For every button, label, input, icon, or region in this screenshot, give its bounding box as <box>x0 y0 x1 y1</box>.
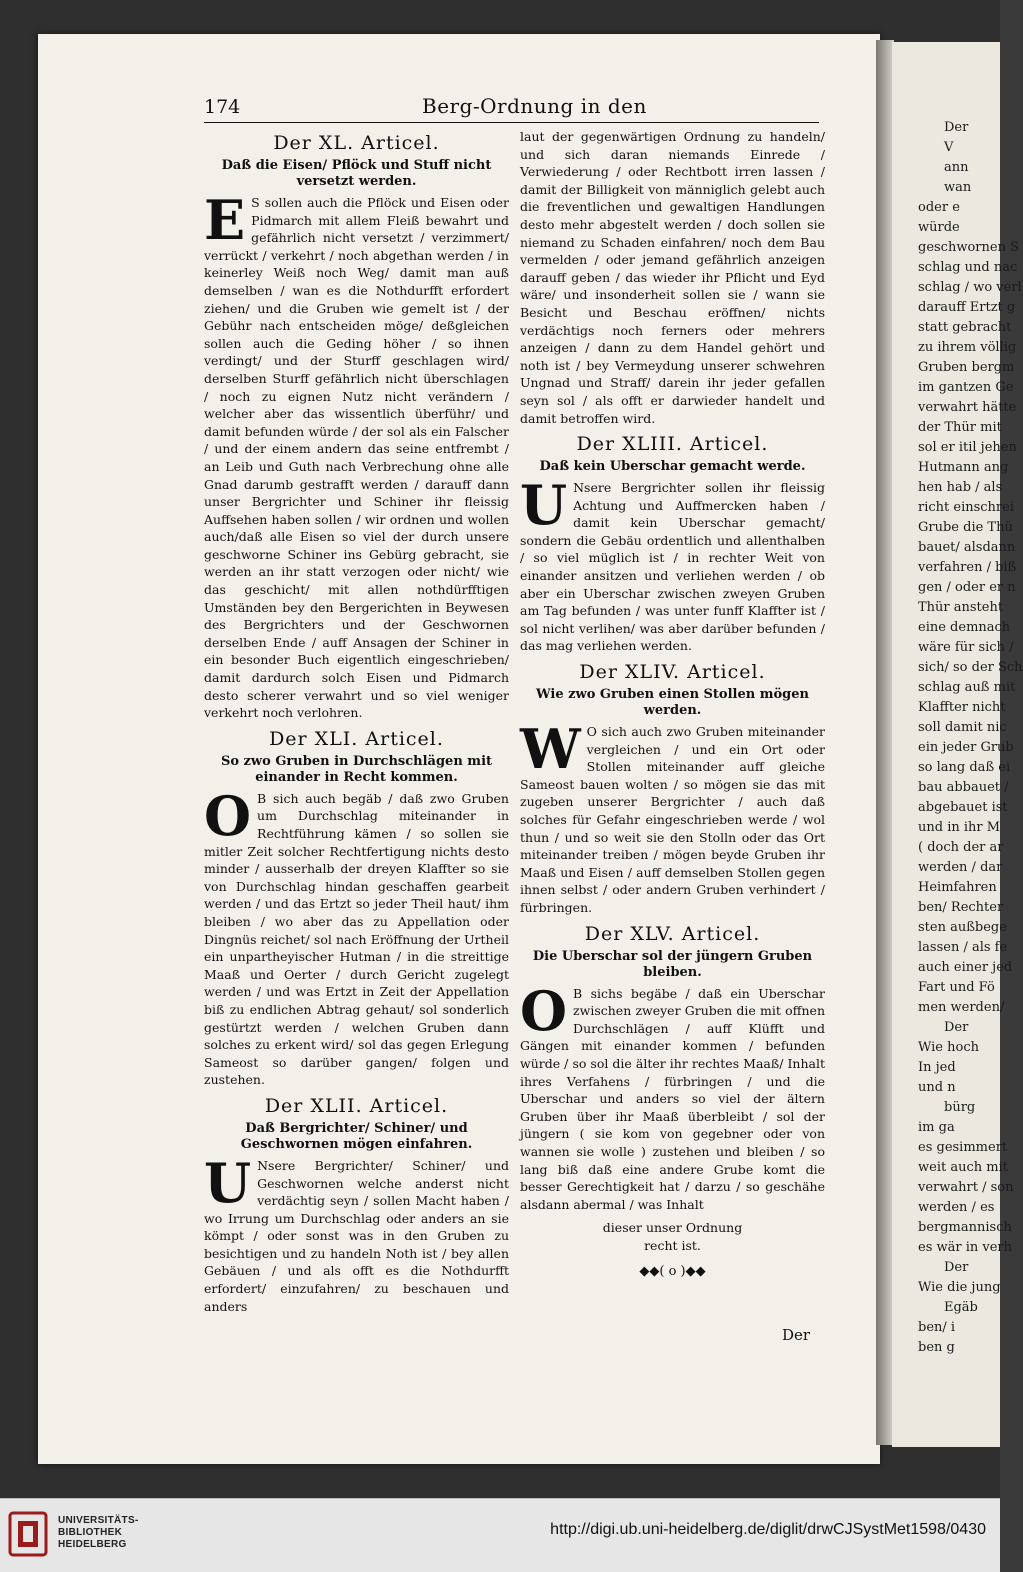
next-page-text-fragment: und n <box>918 1080 956 1095</box>
next-page-text-fragment: abgebauet ist <box>918 800 1008 815</box>
next-page-text-fragment: es wär in verh <box>918 1240 1013 1255</box>
next-page-text-fragment: auch einer jed <box>918 960 1013 975</box>
next-page-text-fragment: werden / dar <box>918 860 1003 875</box>
article-40-title: Der XL. Articel. <box>273 132 440 154</box>
next-page-text-fragment: lassen / als fe <box>918 940 1008 955</box>
next-page-text-fragment: schlag auß mit <box>918 680 1016 695</box>
next-page-text-fragment: ben/ Rechter <box>918 900 1004 915</box>
next-page-text-fragment: Heimfahren <box>918 880 997 895</box>
next-page-text-fragment: Wie hoch <box>918 1040 979 1055</box>
page-number: 174 <box>204 96 241 118</box>
next-page-text-fragment: Gruben bergm <box>918 360 1015 375</box>
article-44-subtitle: Wie zwo Gruben einen Stollen mögen werden. <box>536 687 809 719</box>
next-page-text-fragment: schlag und nac <box>918 260 1018 275</box>
library-name: UNIVERSITÄTS- BIBLIOTHEK HEIDELBERG <box>58 1515 139 1550</box>
next-page-text-fragment: Egäb <box>944 1300 978 1315</box>
article-42-text: U Nsere Bergrichter/ Schiner/ und Geschwornen welche anderst nicht verdächtig seyn / sollen Macht haben / wo Irrung um Durchschlag oder anders an sie kömpt / oder sonst was in den Gruben zu besichtigen und zu handeln Noth ist / bey allen Gebäuen / und als offt es die Nothdurfft erfordert/ einzufahren/ zu beschauen und anders <box>204 1150 509 1314</box>
next-page-text-fragment: schlag / wo verl <box>918 280 1022 295</box>
next-page-text-fragment: und in ihr M <box>918 820 1001 835</box>
next-page-text-fragment: verwahrt / son <box>918 1180 1014 1195</box>
article-45-text: O B sichs begäbe / daß ein Uberschar zwischen zweyer Gruben die mit offnen Durchschlägen / auff Klüfft und Gängen mit einander kommen / befunden würde / so sol die älter ihr rechtes Maaß/ Inhalt ihres Verfahens / fürbringen / und die Uberschar und anders so viel der ältern Gruben über ihr Maaß überbleibt / sol der jüngern ( sie kom von gegebner oder von wannen sie wolle ) zustehen und bleiben / so lang biß daß eine andere Grube komt die besser Gerechtigkeit hat / darzu / so geschähe alsdann abermal / was Inhalt <box>520 978 825 1212</box>
next-page-text-fragment: ein jeder Grub <box>918 740 1014 755</box>
drop-initial: O <box>204 783 252 848</box>
next-page-text-fragment: statt gebracht <box>918 320 1012 335</box>
next-page-text-fragment: im gantzen Ge <box>918 380 1014 395</box>
left-column <box>204 128 509 1321</box>
next-page-text-fragment: darauff Ertzt g <box>918 300 1016 315</box>
article-45-end-line-1: dieser unser Ordnung <box>602 1220 743 1236</box>
next-page-text-fragment: men werden/ <box>918 1000 1005 1015</box>
right-column <box>520 128 825 1279</box>
document-url-link[interactable]: http://digi.ub.uni-heidelberg.de/diglit/drwCJSystMet1598/0430 <box>550 1521 986 1538</box>
next-page-text-fragment: wan <box>944 180 972 195</box>
next-page-text-fragment: Der <box>944 120 969 135</box>
next-page-text-fragment: Grube die Thü <box>918 520 1013 535</box>
article-45-end-line-2: recht ist. <box>644 1237 701 1253</box>
next-page-text-fragment: Wie die jung <box>918 1280 1001 1295</box>
article-44-text: W O sich auch zwo Gruben miteinander vergleichen / und ein Ort oder Stollen miteinander auff gleiche Sameost bauen wolten / so mögen sie das mit zugeben unserer Bergrichter / auch daß solches für Gefahr eingeschrieben werde / wol thun / und so weit sie den Stolln oder das Ort miteinander treiben / mögen beyde Gruben ihr Maaß und Eisen / auff demselben Stollen gegen ihnen selbst / oder andern Gruben verhindert / fürbringen. <box>520 717 825 915</box>
drop-initial: U <box>204 1150 252 1215</box>
next-page-text-fragment: ( doch der ar <box>918 840 1004 855</box>
next-page-text-fragment: ben g <box>918 1340 955 1355</box>
next-page-text-fragment: bergmannisch <box>918 1220 1012 1235</box>
next-page-text-fragment: Klaffter nicht <box>918 700 1006 715</box>
next-page-text-fragment: ann <box>944 160 969 175</box>
catchword: Der <box>782 1326 811 1344</box>
next-page-text-fragment: gen / oder er n <box>918 580 1016 595</box>
article-45-title: Der XLV. Articel. <box>584 922 761 945</box>
next-page-text-fragment: der Thür mit <box>918 420 1002 435</box>
next-page-text-fragment: eine demnach <box>918 620 1011 635</box>
next-page-text-fragment: Der <box>944 1020 969 1035</box>
article-43-text: U Nsere Bergrichter sollen ihr fleissig Achtung und Auffmercken haben / damit kein Uberschar gemacht/ sondern die Gebäu ordentlich und allenthalben / so viel müglich ist / in rechter Weit von einander ansitzen und verliehen werden / ob aber ein Uberschar zwischen zweyen Gruben am Tag befunden / was unter funff Klaffter ist / sol nicht verlihen/ was aber darüber befunden / das mag verliehen werden. <box>520 473 825 654</box>
next-page-text-fragment: sten außbege <box>918 920 1007 935</box>
article-45-subtitle: Die Uberschar sol der jüngern Gruben bleiben. <box>532 948 813 980</box>
article-41-text: O B sich auch begäb / daß zwo Gruben um Durchschlag miteinander in Rechtführung kämen / so sollen sie mitler Zeit solcher Rechtfertigung nichts desto minder / ausserhalb der dreyen Klaffter so sie von Durchschlag hindan geschaffen gearbeit werden / und das Ertzt so jeder Theil haut/ ihm bleiben / wo aber das zu Appellation oder Dingnüs reichet/ sol nach Eröffnung der Urtheil ein unpartheyischer Hutman / in die streittige Maaß und Oerter / durch Gericht zugelegt werden / und was Ertzt in Zeit der Appellation biß zu endlichen Abtrag gehaut/ sol sonderlich gestürtzt werden / welchen Gruben dann solches zu erkent wird/ sol das gegen Erlegung Sameost so darüber gangen/ folgen und zustehen. <box>204 783 509 1088</box>
next-page-text-fragment: werden / es <box>918 1200 995 1215</box>
article-40-subtitle: Daß die Eisen/ Pflöck und Stuff nicht versetzt werden. <box>221 158 492 189</box>
next-page-text-fragment: bauet/ alsdann <box>918 540 1016 555</box>
article-42-title: Der XLII. Articel. <box>264 1094 449 1117</box>
next-page-text-fragment: Fart und Fö <box>918 980 995 995</box>
next-page-text-fragment: hen hab / als <box>918 480 1003 495</box>
article-44-title: Der XLIV. Articel. <box>579 661 766 684</box>
next-page-text-fragment: Hutmann ang <box>918 460 1009 475</box>
drop-initial: W <box>520 717 581 782</box>
next-page-text-fragment: V <box>944 140 954 155</box>
next-page-text-fragment: geschwornen S <box>918 240 1019 255</box>
next-page-text-fragment: bürg <box>944 1100 976 1115</box>
next-page-text-fragment: ben/ i <box>918 1320 956 1335</box>
next-page-text-fragment: Der <box>944 1260 969 1275</box>
page-header <box>204 96 819 123</box>
next-page-text-fragment: verfahren / biß <box>918 560 1017 575</box>
drop-initial: U <box>520 473 568 538</box>
article-40-text: E S sollen auch die Pflöck und Eisen oder Pidmarch mit allem Fleiß bewahrt und gefährlich nicht versetzt / verzimmert/ verrückt / verkehrt / noch abgethan werden / in keinerley Weiß noch Weg/ damit man auß demselben / wan es die Nothdurfft erfordert ziehen/ und die Gruben wie gemelt ist / der Gebühr nach entscheiden möge/ deßgleichen sollen auch die Geding höher / so ihnen verdingt/ und der Sturff geschlagen wird/ derselben Sturff gefährlich nicht überschlagen / noch zu eignen Nutz nicht verändern / welcher aber das wissentlich überführ/ und damit befunden würde / der sol als ein Falscher / und der einem andern das seine entfrembt / an Leib und Guth nach Verbrechung ohne alle Gnad darumb gestrafft werden / darauff dann unser Bergrichter und Schiner ihr fleissig Auffsehen haben sollen / wir ordnen und wollen auch/daß alle Eisen so viel der durch unsere geschworne Schiner ins Gebürg gebracht, sie werden an ihr statt verzogen oder nicht/ wie das geschicht/ mit allen nothdürfftigen Umständen bey den Bergerichten in Beywesen des Bergrichters und der Geschwornen derselben Ende / auff Ansagen der Schiner in ein besonder Buch eigentlich eingeschrieben/ damit dardurch solch Eisen und Pidmarch desto scherer verwahrt und so viel weniger verkehrt noch verlohren. <box>204 188 509 721</box>
drop-initial: O <box>520 978 568 1043</box>
next-page-text-fragment: bau abbauet / <box>918 780 1009 795</box>
next-page-text-fragment: sol er itil jehen <box>918 440 1017 455</box>
next-page-text-fragment: In jed <box>918 1060 956 1075</box>
next-page-text-fragment: im ga <box>918 1120 955 1135</box>
next-page-text-fragment: zu ihrem völlig <box>918 340 1017 355</box>
next-page-text-fragment: wäre für sich / <box>918 640 1014 655</box>
next-page-text-fragment: weit auch mit <box>918 1160 1008 1175</box>
article-42-subtitle: Daß Bergrichter/ Schiner/ und Geschwornen mögen einfahren. <box>240 1120 473 1152</box>
article-42-continuation: laut der gegenwärtigen Ordnung zu handeln/ und sich daran niemands Einrede / Verwiederung / oder Rechtbott irren lassen / damit der Billigkeit von männiglich gelebt auch die freventlichen und gewaltigen Handlungen desto mehr abgestelt werden / doch sollen sie niemand zu Schaden einfahren/ noch dem Bau vermelden / oder jemand gefährlich anzeigen darauff geben / das wieder ihr Pflicht und Eyd wäre/ und insonderheit sollen sie / wann sie Besicht und Beschau eröffnen/ nichts verdächtigs noch ferners oder mehrers anzeigen / dann zu dem Handel gehört und noth ist / bey Vermeydung unserer schwehren Ungnad und Straff/ darein ihr jeder gefallen seyn sol / als offt er darwieder handelt und damit betroffen wird. <box>520 129 825 426</box>
next-page-text-fragment: es gesimmert <box>918 1140 1008 1155</box>
next-page-text-fragment: sich/ so der Sch <box>918 660 1023 675</box>
drop-initial: E <box>204 188 246 252</box>
next-page-edge <box>892 42 1023 1447</box>
next-page-text-fragment: würde <box>918 220 960 235</box>
article-41-title: Der XLI. Articel. <box>269 727 444 750</box>
article-41-subtitle: So zwo Gruben in Durchschlägen mit einander in Recht kommen. <box>220 753 493 785</box>
article-43-subtitle: Daß kein Uberschar gemacht werde. <box>539 459 806 475</box>
next-page-text-fragment: richt einschrei <box>918 500 1014 515</box>
next-page-text-fragment: oder e <box>918 200 960 215</box>
next-page-text-fragment: so lang daß ei <box>918 760 1011 775</box>
next-page-text-fragment: Thür ansteht <box>918 600 1004 615</box>
article-43-title: Der XLIII. Articel. <box>576 433 769 456</box>
viewer-footer <box>0 1498 1000 1572</box>
fleuron-ornament: ◆◆( o )◆◆ <box>639 1264 706 1280</box>
next-page-text-fragment: soll damit nic <box>918 720 1007 735</box>
running-head: Berg-Ordnung in den <box>422 94 647 118</box>
next-page-text-fragment: verwahrt hätte <box>918 400 1017 415</box>
university-seal-icon <box>8 1511 48 1557</box>
